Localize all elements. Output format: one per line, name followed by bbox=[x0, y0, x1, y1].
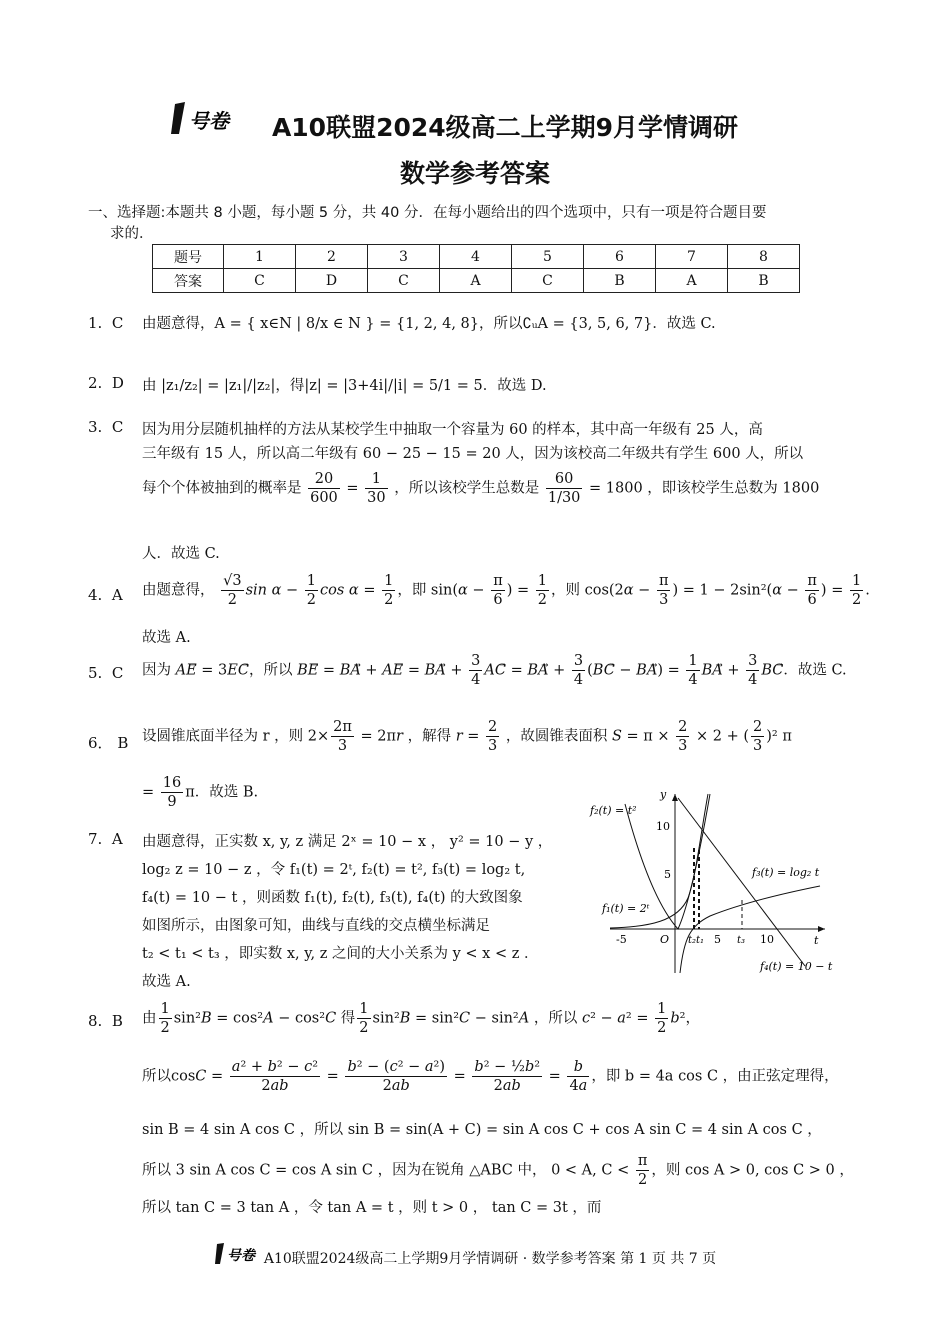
q3-line2: 三年级有 15 人，所以高二年级有 60 − 25 − 15 = 20 人，因为该校高二年级共有学生 600 人，所以 bbox=[142, 446, 804, 462]
t3-label: t₃ bbox=[737, 935, 746, 946]
function-graph bbox=[580, 788, 850, 978]
footer-logo-text: 号卷 bbox=[227, 1248, 255, 1264]
q5-number: 5. C bbox=[88, 664, 124, 682]
q8-line3: sin B = 4 sin A cos C ，所以 sin B = sin(A + C) = sin A cos C + cos A sin C = 4 sin A cos C ， bbox=[142, 1122, 822, 1138]
q6-text: 设圆锥底面半径为 r ，则 2× $\frac{2\pi}{3}$ = 2πr ，解得 r = $\frac{2}{3}$ ，故圆锥表面积 S = π × $\frac{2}{3}$ × 2 + ( $\frac{2}{3}$ )² π bbox=[142, 719, 792, 754]
q6-line2: = $\frac{16}{9}$ π．故选 B. bbox=[142, 775, 259, 810]
q4-number: 4. A bbox=[88, 586, 123, 604]
q8-line5: 所以 tan C = 3 tan A ，令 tan A = t ，则 t > 0 ， tan C = 3t ，而 bbox=[142, 1200, 602, 1216]
q7-line6: 故选 A. bbox=[142, 974, 191, 990]
q6-number: 6． B bbox=[88, 734, 129, 752]
x-tick-5: 5 bbox=[714, 933, 721, 946]
f4-label: f₄(t) = 10 − t bbox=[760, 960, 833, 973]
q7-line4: 如图所示，由图象可知，曲线与直线的交点横坐标满足 bbox=[142, 918, 490, 934]
q8-line1: 由 $\frac{1}{2}$ sin²B = cos²A − cos²C 得 $\frac{1}{2}$ sin²B = sin²C − sin²A ，所以 c² − a² = $\frac{1}{2}$ b²， bbox=[142, 1001, 700, 1036]
q7-line2: log₂ z = 10 − z ，令 f₁(t) = 2ᵗ, f₂(t) = t², f₃(t) = log₂ t, bbox=[142, 862, 526, 878]
q3-line3: 每个个体被抽到的概率是 $\frac{20}{600}$ = $\frac{1}{30}$ ，所以该校学生总数是 $\frac{60}{1/30}$ = 1800 ，即该校学生总数为 1800 bbox=[142, 471, 820, 506]
t-axis-label: t bbox=[814, 934, 819, 947]
page-title: A10联盟2024级高二上学期9月学情调研 bbox=[271, 113, 739, 142]
y-tick-10: 10 bbox=[656, 820, 670, 833]
q8-number: 8. B bbox=[88, 1012, 123, 1030]
x-tick-10: 10 bbox=[760, 933, 774, 946]
page-footer: A10联盟2024级高二上学期9月学情调研 · 数学参考答案 第 1 页 共 7 页 bbox=[263, 1251, 717, 1267]
table-row: 题号 1 2 3 4 5 6 7 8 bbox=[153, 245, 800, 269]
f3-label: f₃(t) = log₂ t bbox=[752, 866, 820, 879]
q7-line5: t₂ < t₁ < t₃ ，即实数 x, y, z 之间的大小关系为 y < x < z ． bbox=[142, 946, 539, 962]
q3-line4: 人．故选 C. bbox=[142, 546, 220, 562]
q7-line1: 由题意得，正实数 x, y, z 满足 2ˣ = 10 − x ， y² = 10 − y ， bbox=[142, 834, 553, 850]
x-axis-arrow bbox=[818, 926, 825, 932]
page-subtitle: 数学参考答案 bbox=[399, 159, 550, 188]
q7-number: 7. A bbox=[88, 830, 123, 848]
q5-text: 因为 AE⃗ = 3EC，所以 BE⃗ = BA⃗ + AE⃗ = BA⃗ + $\frac{3}{4}$ AC⃗ = BA⃗ + $\frac{3}{4}$ (BC⃗ − BA⃗) = $\frac{1}{4}$ BA⃗ + $\frac{3}{4}$ BC．故选 C. bbox=[142, 653, 847, 688]
y-axis-arrow bbox=[672, 794, 678, 801]
q4-text: 由题意得， $\frac{√3}{2}$ sin α − $\frac{1}{2}$ cos α = $\frac{1}{2}$ ，即 sin(α − $\frac{\pi}{6}$ ) = $\frac{1}{2}$ ，则 cos(2α − $\frac{\pi}{3}$ ) = 1 − 2sin²(α − $\frac{\pi}{6}$ ) = $\frac{1}{2}$ . bbox=[142, 573, 870, 608]
t2t1-label: t₂t₁ bbox=[688, 935, 705, 946]
section-heading: 一、选择题:本题共 8 小题，每小题 5 分，共 40 分．在每小题给出的四个选项中，只有一项是符合题目要 求的． bbox=[88, 205, 767, 242]
q2-number: 2. D bbox=[88, 374, 124, 392]
y-tick-5: 5 bbox=[664, 868, 671, 881]
x-tick-neg5: -5 bbox=[616, 933, 627, 946]
logo-text: 号卷 bbox=[189, 109, 229, 133]
table-row: 答案 C D C A C B A B bbox=[153, 269, 800, 293]
q1-number: 1. C bbox=[88, 314, 124, 332]
q8-line2: 所以cosC = $\frac{\text{a² + b² − c²}}{2ab}$ = $\frac{\text{b² − (c² − a²)}}{2ab}$ = $\frac{\text{b² − ½b²}}{2ab}$ = $\frac{b}{4a}$ ，即 b = 4a cos C ，由正弦定理得， bbox=[142, 1059, 839, 1094]
f1-label: f₁(t) = 2ᵗ bbox=[602, 902, 650, 915]
q4-line2: 故选 A. bbox=[142, 630, 191, 646]
q7-line3: f₄(t) = 10 − t ，则函数 f₁(t), f₂(t), f₃(t), f₄(t) 的大致图象 bbox=[142, 890, 523, 906]
q3-line1: 因为用分层随机抽样的方法从某校学生中抽取一个容量为 60 的样本，其中高一年级有 25 人，高 bbox=[142, 422, 763, 438]
origin-label: O bbox=[660, 933, 670, 946]
q1-text: 由题意得，A = { x∈N | 8/x ∈ N } = {1, 2, 4, 8}，所以∁ᵤA = {3, 5, 6, 7}．故选 C. bbox=[142, 316, 716, 332]
f2-label: f₂(t) = t² bbox=[590, 804, 637, 817]
y-axis-label: y bbox=[660, 788, 667, 801]
q8-line4: 所以 3 sin A cos C = cos A sin C ，因为在锐角 △ABC 中， 0 < A, C < $\frac{\pi}{2}$ ，则 cos A > 0, cos C > 0 ， bbox=[142, 1153, 854, 1188]
q3-number: 3. C bbox=[88, 418, 124, 436]
q2-text: 由 |z₁/z₂| = |z₁|/|z₂|，得|z| = |3+4i|/|i| = 5/1 = 5．故选 D. bbox=[142, 378, 547, 394]
answer-table bbox=[152, 244, 800, 293]
